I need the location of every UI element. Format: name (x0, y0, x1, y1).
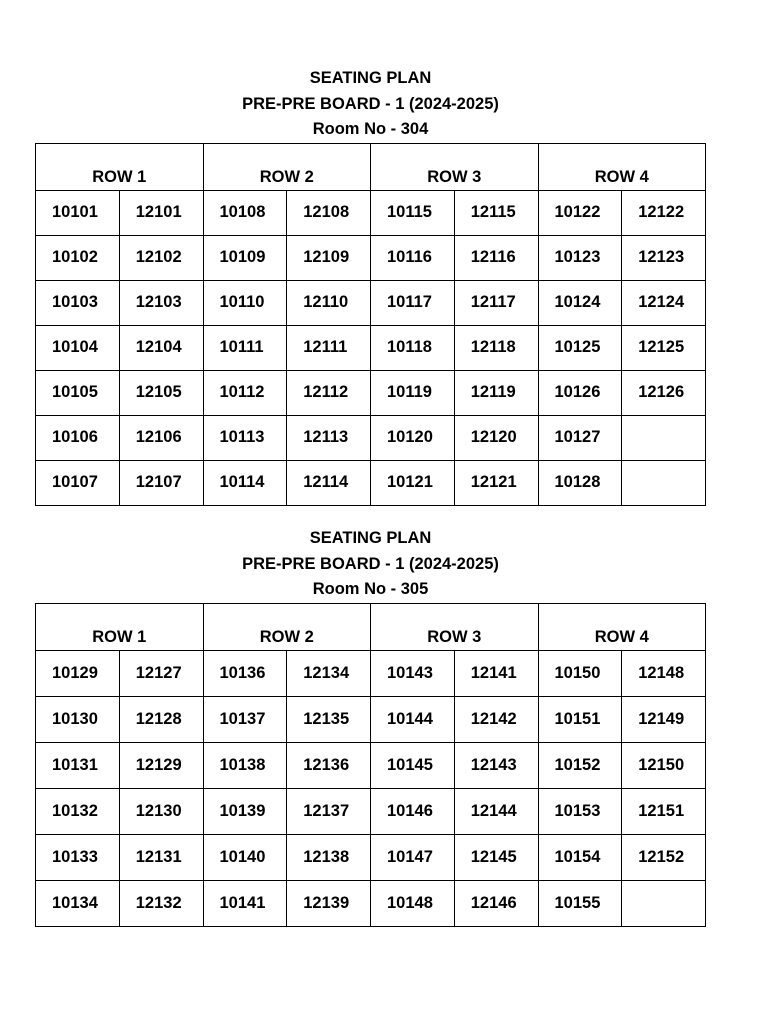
roll-number-cell: 10106 (36, 415, 120, 460)
roll-number-cell: 12129 (119, 742, 203, 788)
roll-number-cell: 12141 (454, 650, 538, 696)
roll-number-cell: 12130 (119, 788, 203, 834)
roll-number-cell: 10144 (371, 696, 455, 742)
roll-number-cell: 12103 (119, 280, 203, 325)
roll-number-cell (622, 880, 706, 926)
roll-number-cell: 10140 (203, 834, 287, 880)
table-row (36, 460, 706, 505)
roll-number-cell: 10139 (203, 788, 287, 834)
roll-number-cell: 12146 (454, 880, 538, 926)
roll-number-cell: 12127 (119, 650, 203, 696)
row-header: ROW 2 (203, 603, 371, 650)
roll-number-cell: 12144 (454, 788, 538, 834)
roll-number-cell: 12102 (119, 235, 203, 280)
roll-number-cell: 12151 (622, 788, 706, 834)
roll-number-cell: 12112 (287, 370, 371, 415)
row-header: ROW 4 (538, 603, 706, 650)
roll-number-cell: 10155 (538, 880, 622, 926)
seating-table (35, 143, 706, 506)
roll-number-cell: 12139 (287, 880, 371, 926)
table-row (36, 834, 706, 880)
roll-number-cell: 10133 (36, 834, 120, 880)
plan-title: SEATING PLAN (309, 69, 432, 87)
roll-number-cell: 12119 (454, 370, 538, 415)
roll-number-cell: 10148 (371, 880, 455, 926)
roll-number-cell: 10109 (203, 235, 287, 280)
seating-table-body (36, 190, 706, 505)
roll-number-cell: 12118 (454, 325, 538, 370)
roll-number-cell: 12134 (287, 650, 371, 696)
roll-number-cell: 10128 (538, 460, 622, 505)
roll-number-cell: 10111 (203, 325, 287, 370)
room-number: Room No - 304 (312, 120, 429, 138)
table-header-row (36, 603, 706, 650)
roll-number-cell: 12135 (287, 696, 371, 742)
roll-number-cell: 10151 (538, 696, 622, 742)
roll-number-cell: 12110 (287, 280, 371, 325)
roll-number-cell: 10129 (36, 650, 120, 696)
roll-number-cell: 12123 (622, 235, 706, 280)
roll-number-cell: 12109 (287, 235, 371, 280)
table-row (36, 742, 706, 788)
roll-number-cell: 12114 (287, 460, 371, 505)
roll-number-cell: 12126 (622, 370, 706, 415)
roll-number-cell: 12105 (119, 370, 203, 415)
roll-number-cell: 12149 (622, 696, 706, 742)
table-row (36, 190, 706, 235)
roll-number-cell: 10116 (371, 235, 455, 280)
roll-number-cell: 12120 (454, 415, 538, 460)
table-row (36, 280, 706, 325)
table-row (36, 650, 706, 696)
roll-number-cell: 10127 (538, 415, 622, 460)
roll-number-cell: 10104 (36, 325, 120, 370)
table-row (36, 325, 706, 370)
seating-plan-room-304 (35, 66, 706, 506)
roll-number-cell: 10108 (203, 190, 287, 235)
roll-number-cell: 10141 (203, 880, 287, 926)
table-row (36, 788, 706, 834)
roll-number-cell: 10105 (36, 370, 120, 415)
roll-number-cell: 10102 (36, 235, 120, 280)
roll-number-cell: 12101 (119, 190, 203, 235)
room-number: Room No - 305 (312, 580, 429, 598)
roll-number-cell: 12108 (287, 190, 371, 235)
roll-number-cell: 12125 (622, 325, 706, 370)
table-header-row (36, 143, 706, 190)
roll-number-cell: 12106 (119, 415, 203, 460)
roll-number-cell: 12115 (454, 190, 538, 235)
roll-number-cell: 10125 (538, 325, 622, 370)
roll-number-cell: 12104 (119, 325, 203, 370)
roll-number-cell: 10137 (203, 696, 287, 742)
roll-number-cell: 12122 (622, 190, 706, 235)
roll-number-cell: 12117 (454, 280, 538, 325)
roll-number-cell: 12132 (119, 880, 203, 926)
roll-number-cell: 12136 (287, 742, 371, 788)
roll-number-cell: 10110 (203, 280, 287, 325)
exam-name: PRE-PRE BOARD - 1 (2024-2025) (242, 554, 499, 573)
roll-number-cell: 10147 (371, 834, 455, 880)
table-row (36, 696, 706, 742)
roll-number-cell: 10121 (371, 460, 455, 505)
roll-number-cell: 12150 (622, 742, 706, 788)
roll-number-cell: 12138 (287, 834, 371, 880)
roll-number-cell: 10154 (538, 834, 622, 880)
roll-number-cell: 10126 (538, 370, 622, 415)
seating-table (35, 603, 706, 927)
roll-number-cell: 12131 (119, 834, 203, 880)
row-header: ROW 3 (371, 143, 539, 190)
roll-number-cell: 10117 (371, 280, 455, 325)
table-row (36, 370, 706, 415)
roll-number-cell: 10153 (538, 788, 622, 834)
roll-number-cell (622, 415, 706, 460)
roll-number-cell: 12116 (454, 235, 538, 280)
roll-number-cell: 10134 (36, 880, 120, 926)
table-row (36, 235, 706, 280)
roll-number-cell: 10136 (203, 650, 287, 696)
table-row (36, 880, 706, 926)
row-header: ROW 2 (203, 143, 371, 190)
roll-number-cell: 10132 (36, 788, 120, 834)
roll-number-cell: 10124 (538, 280, 622, 325)
roll-number-cell: 12107 (119, 460, 203, 505)
roll-number-cell: 10130 (36, 696, 120, 742)
roll-number-cell (622, 460, 706, 505)
roll-number-cell: 12143 (454, 742, 538, 788)
roll-number-cell: 12137 (287, 788, 371, 834)
exam-name: PRE-PRE BOARD - 1 (2024-2025) (242, 94, 499, 113)
roll-number-cell: 12124 (622, 280, 706, 325)
roll-number-cell: 10118 (371, 325, 455, 370)
roll-number-cell: 10113 (203, 415, 287, 460)
roll-number-cell: 10131 (36, 742, 120, 788)
roll-number-cell: 10120 (371, 415, 455, 460)
roll-number-cell: 10101 (36, 190, 120, 235)
roll-number-cell: 10122 (538, 190, 622, 235)
roll-number-cell: 10112 (203, 370, 287, 415)
roll-number-cell: 12152 (622, 834, 706, 880)
roll-number-cell: 10123 (538, 235, 622, 280)
seating-plan-room-305 (35, 526, 706, 927)
roll-number-cell: 10114 (203, 460, 287, 505)
roll-number-cell: 10138 (203, 742, 287, 788)
roll-number-cell: 12111 (287, 325, 371, 370)
roll-number-cell: 10143 (371, 650, 455, 696)
table-row (36, 415, 706, 460)
row-header: ROW 1 (36, 143, 204, 190)
roll-number-cell: 12142 (454, 696, 538, 742)
seating-table-body (36, 650, 706, 926)
roll-number-cell: 10152 (538, 742, 622, 788)
roll-number-cell: 10145 (371, 742, 455, 788)
roll-number-cell: 12145 (454, 834, 538, 880)
roll-number-cell: 12113 (287, 415, 371, 460)
roll-number-cell: 12121 (454, 460, 538, 505)
row-header: ROW 1 (36, 603, 204, 650)
roll-number-cell: 10103 (36, 280, 120, 325)
row-header: ROW 3 (371, 603, 539, 650)
roll-number-cell: 12128 (119, 696, 203, 742)
roll-number-cell: 10146 (371, 788, 455, 834)
row-header: ROW 4 (538, 143, 706, 190)
roll-number-cell: 10115 (371, 190, 455, 235)
roll-number-cell: 12148 (622, 650, 706, 696)
roll-number-cell: 10150 (538, 650, 622, 696)
roll-number-cell: 10107 (36, 460, 120, 505)
roll-number-cell: 10119 (371, 370, 455, 415)
plan-title: SEATING PLAN (309, 529, 432, 547)
